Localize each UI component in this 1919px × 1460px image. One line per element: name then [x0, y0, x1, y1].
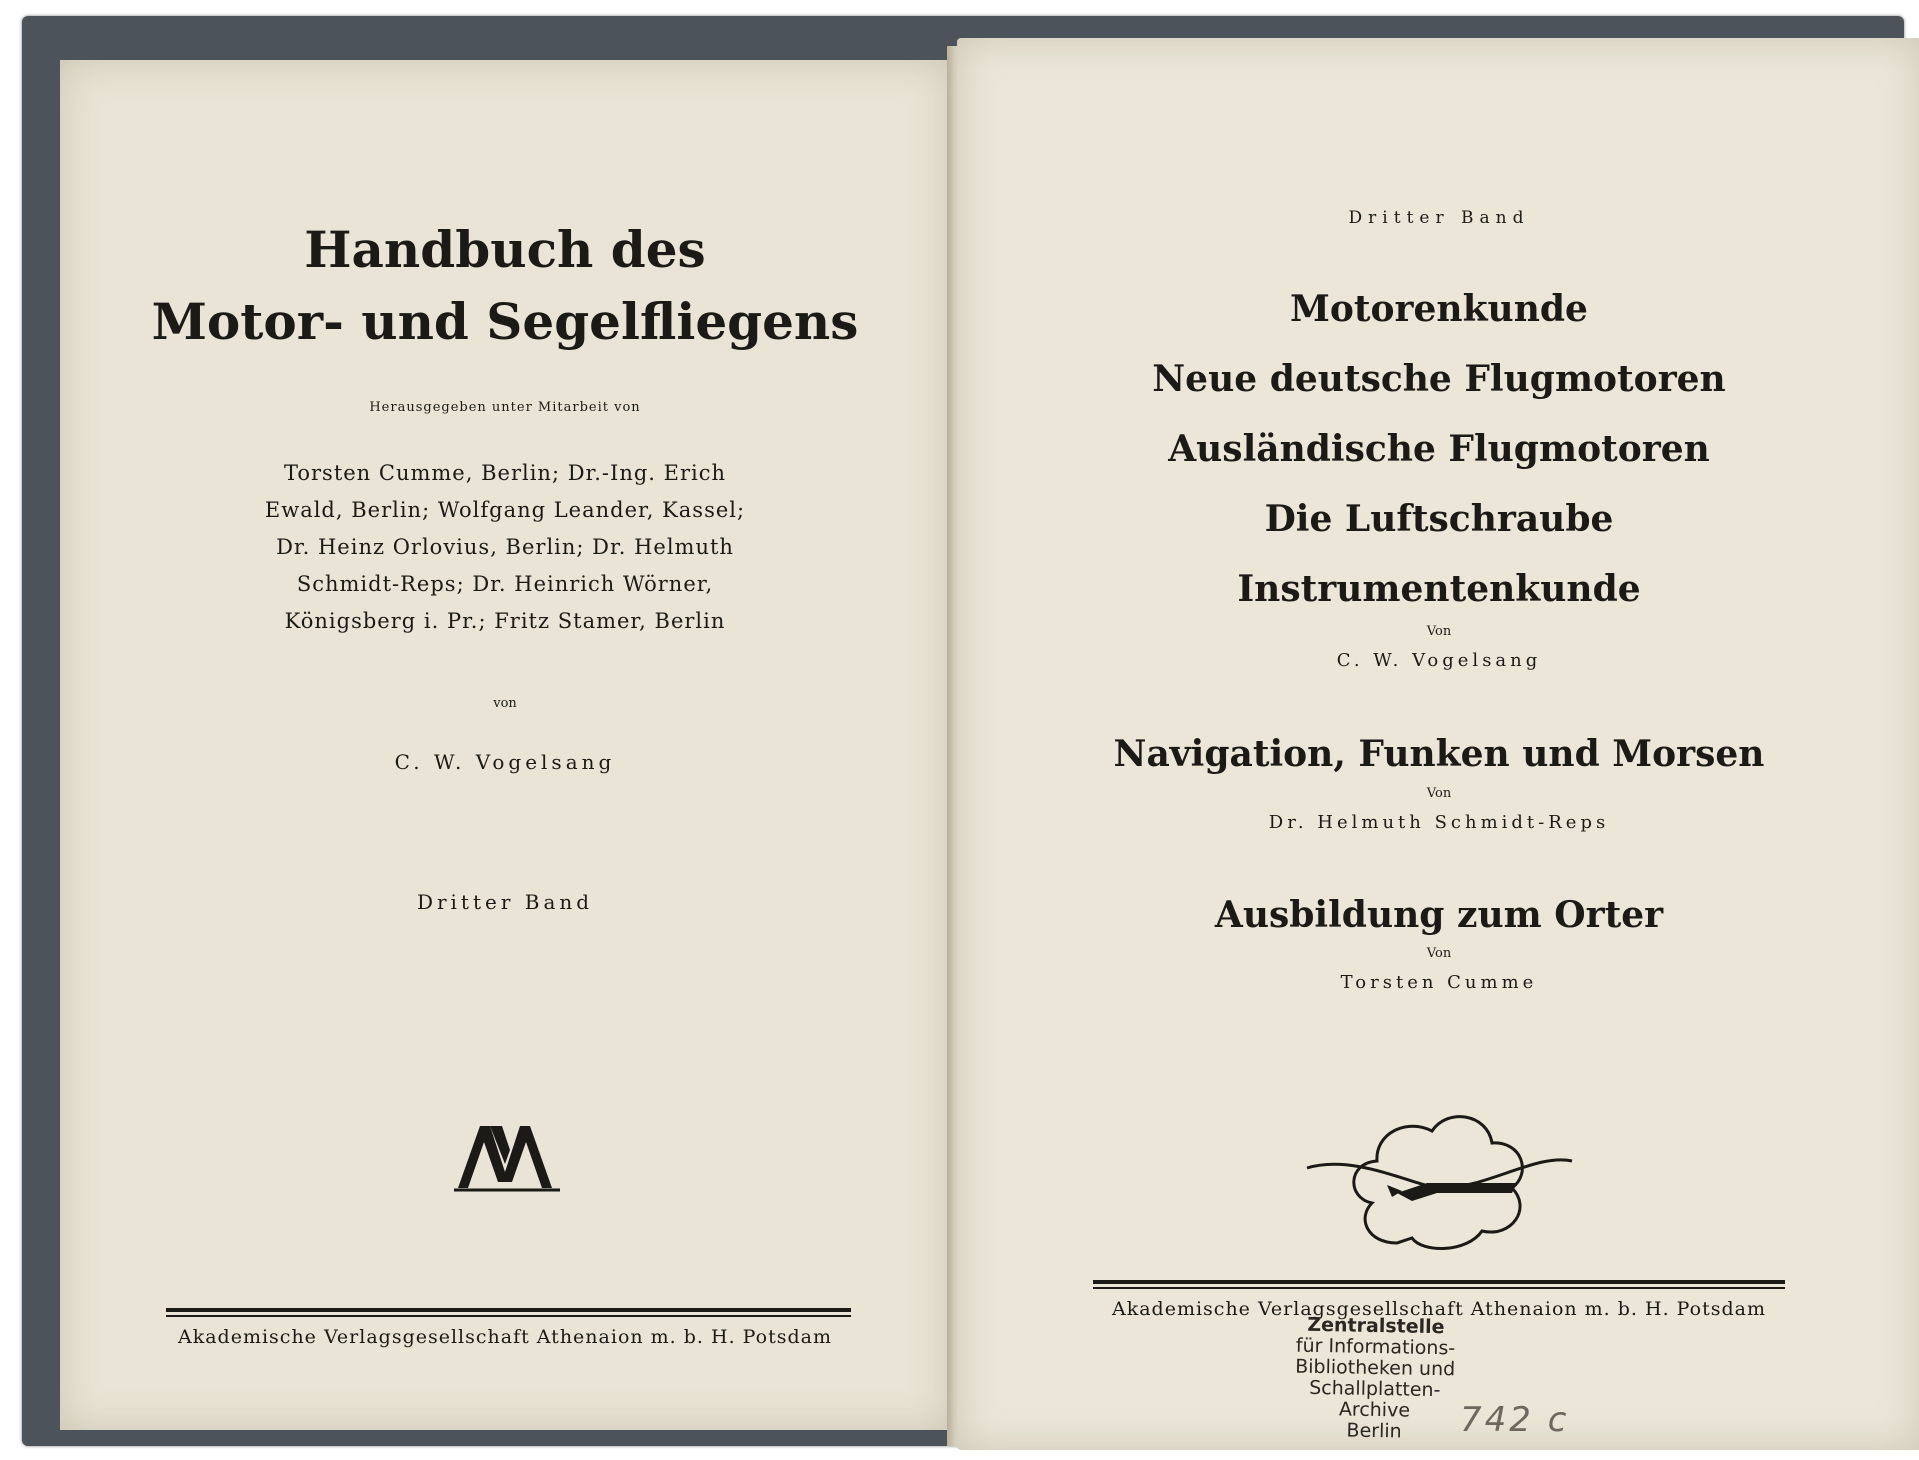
- von-label: von: [493, 696, 517, 711]
- right-page: [957, 38, 1919, 1450]
- publisher-logo-icon: [450, 1120, 565, 1195]
- section-title: Navigation, Funken und Morsen: [1113, 733, 1765, 775]
- stamp-line: für Informations-: [1295, 1334, 1456, 1360]
- book-title-line1: Handbuch des: [304, 220, 706, 279]
- author-name: C. W. Vogelsang: [1336, 650, 1542, 671]
- divider-top: [1093, 1280, 1785, 1284]
- divider-bottom: [1093, 1287, 1785, 1289]
- contributor-line: Ewald, Berlin; Wolfgang Leander, Kassel;: [264, 498, 746, 522]
- publisher-name: Akademische Verlagsgesellschaft Athenaion m. b. H. Potsdam: [1111, 1298, 1766, 1320]
- volume-label: Dritter Band: [1348, 208, 1530, 228]
- section-title: Ausländische Flugmotoren: [1168, 428, 1710, 470]
- von-label: Von: [1426, 624, 1452, 639]
- left-page: [60, 60, 950, 1430]
- subtitle: Herausgegeben unter Mitarbeit von: [369, 400, 641, 415]
- divider-bottom: [166, 1315, 851, 1317]
- von-label: Von: [1426, 946, 1452, 961]
- section-title: Motorenkunde: [1290, 288, 1588, 330]
- contributor-line: Königsberg i. Pr.; Fritz Stamer, Berlin: [284, 609, 726, 633]
- book-title-line2: Motor- und Segelfliegens: [151, 292, 859, 351]
- von-label: Von: [1426, 786, 1452, 801]
- divider-top: [166, 1308, 851, 1312]
- book-cover: [22, 16, 1904, 1446]
- cloud-bird-emblem-icon: [1287, 1093, 1587, 1253]
- section-title: Ausbildung zum Orter: [1214, 894, 1664, 936]
- stamp-line: Zentralstelle: [1307, 1313, 1445, 1339]
- publisher-name: Akademische Verlagsgesellschaft Athenaion m. b. H. Potsdam: [177, 1326, 832, 1348]
- contributor-list: [60, 455, 950, 640]
- stamp-line: Schallplatten-: [1309, 1376, 1441, 1402]
- stamp-line: Berlin: [1346, 1419, 1402, 1443]
- author-name: Torsten Cumme: [1340, 972, 1538, 993]
- contributor-line: Schmidt-Reps; Dr. Heinrich Wörner,: [296, 572, 714, 596]
- author-name: Dr. Helmuth Schmidt-Reps: [1268, 812, 1610, 833]
- handwritten-shelfmark: 742 c: [1460, 1400, 1570, 1440]
- stamp-line: Archive: [1338, 1398, 1411, 1422]
- contributor-line: Torsten Cumme, Berlin; Dr.-Ing. Erich: [283, 461, 727, 485]
- contributor-line: Dr. Heinz Orlovius, Berlin; Dr. Helmuth: [276, 535, 734, 559]
- section-title: Neue deutsche Flugmotoren: [1152, 358, 1726, 400]
- stamp-line: Bibliotheken und: [1295, 1355, 1456, 1381]
- section-title: Instrumentenkunde: [1237, 568, 1641, 610]
- editor-name: C. W. Vogelsang: [394, 750, 616, 774]
- volume-label: Dritter Band: [416, 890, 594, 914]
- section-title: Die Luftschraube: [1264, 498, 1614, 540]
